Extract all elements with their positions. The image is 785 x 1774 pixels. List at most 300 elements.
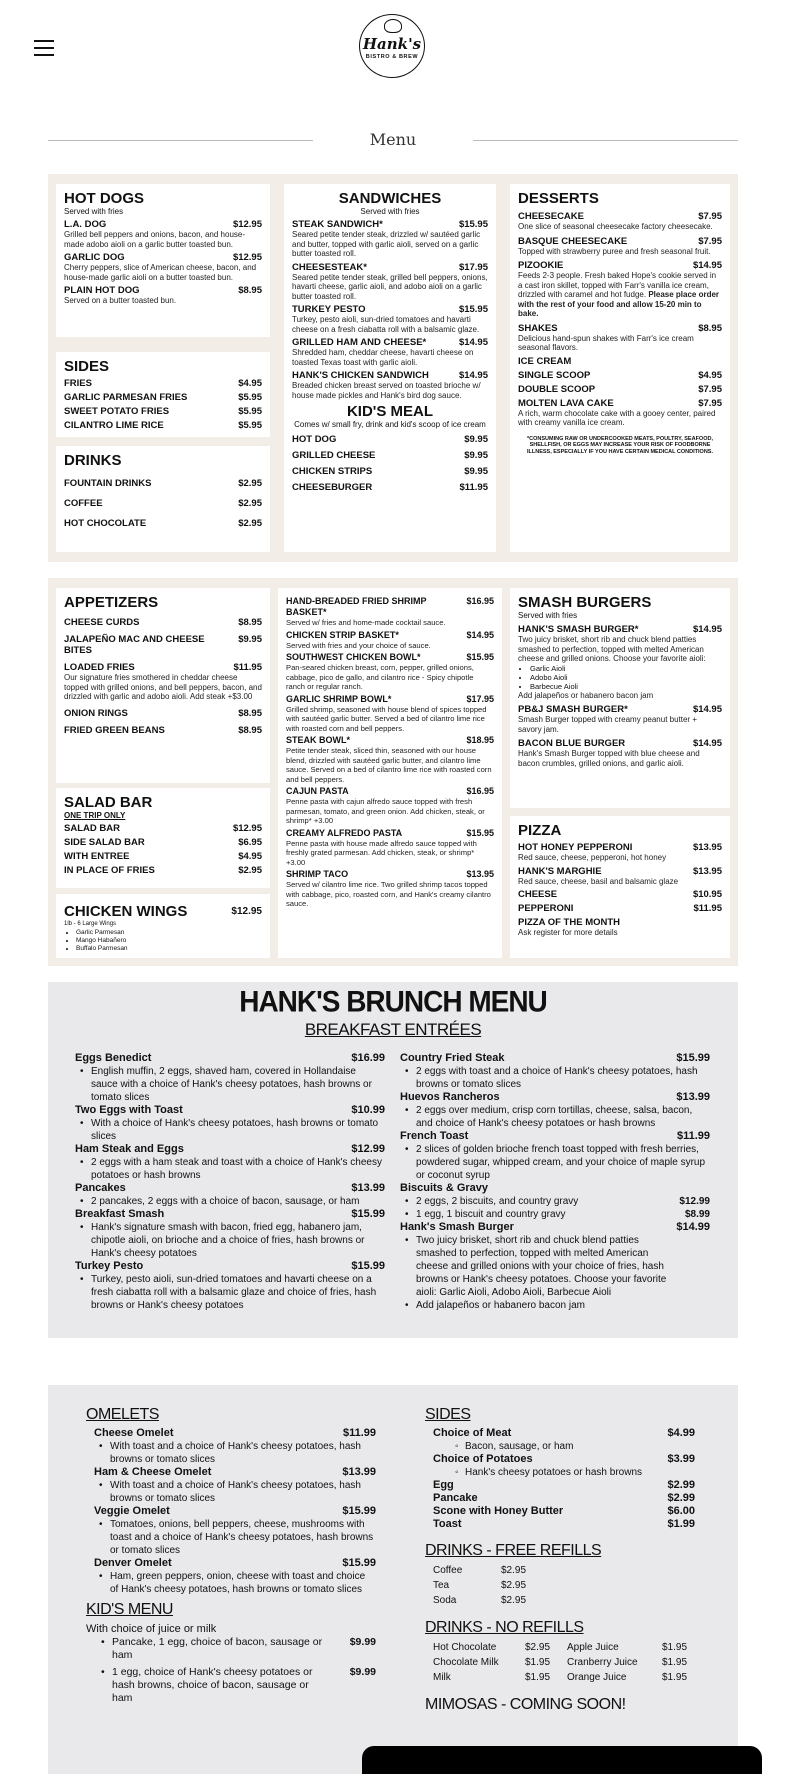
description-text: Feeds 2-3 people. Fresh baked Hope's cookie served in a cast iron skillet, topped with Farr's vanilla ice cream, drizzled with caramel and hot fudge. <box>518 271 717 299</box>
drink-name: Cranberry Juice <box>567 1657 638 1668</box>
item-name: SHRIMP TACO <box>286 869 349 879</box>
item-name: HANK'S CHICKEN SANDWICH <box>292 370 429 381</box>
drink-price: $1.95 <box>525 1657 551 1668</box>
menu-icon[interactable] <box>34 40 54 56</box>
item-name: CREAMY ALFREDO PASTA <box>286 827 403 838</box>
menu-item <box>518 624 722 635</box>
menu-option <box>96 1636 376 1662</box>
item-price: $2.95 <box>238 518 262 529</box>
brunch-title: HANK'S BRUNCH MENU <box>239 985 547 1018</box>
side-item <box>433 1492 695 1505</box>
item-name: GRILLED CHEESE <box>292 450 376 461</box>
pizza-panel <box>510 816 730 958</box>
item-name: GRILLED HAM AND CHEESE* <box>292 337 427 348</box>
omelets-sides-menu <box>48 1385 738 1774</box>
item-description: Breaded chicken breast served on toasted brioche w/ house made pickles and Hank's bird dog sauce. <box>292 381 481 400</box>
item-description: Red sauce, cheese, basil and balsamic glaze <box>518 876 679 886</box>
item-price: $2.95 <box>238 478 262 489</box>
salad-bar-panel <box>56 788 270 888</box>
item-name: ONION RINGS <box>64 707 128 719</box>
item-name: FRIED GREEN BEANS <box>64 724 165 736</box>
menu-item <box>292 466 488 477</box>
menu-item <box>518 260 722 271</box>
item-name: HOT DOG <box>292 434 337 445</box>
drink-name: Soda <box>433 1595 457 1606</box>
side-item <box>433 1518 695 1531</box>
item-description: Seared petite tender steak, drizzled w/ sautéed garlic and butter, topped with garlic aioli, served on a garlic butter toasted roll. <box>292 230 481 258</box>
menu-item <box>400 1052 710 1065</box>
item-price: $12.99 <box>351 1143 385 1155</box>
section-title: PIZZA <box>518 822 562 839</box>
item-price: $4.95 <box>698 369 722 381</box>
logo[interactable] <box>359 14 425 78</box>
item-price: $16.95 <box>466 596 494 606</box>
menu-item <box>64 634 262 656</box>
item-name: CHEESECAKE <box>518 211 584 222</box>
description-note: Please place order with the rest of your food and allow 15-20 min to bake. <box>518 290 720 318</box>
item-price: $16.95 <box>466 786 494 796</box>
section-title: SANDWICHES <box>338 190 442 207</box>
item-description: Served w/ cilantro lime rice. Two grilled shrimp tacos topped with cabbage, pico, roasted corn, and Hank's creamy cilantro sauce. <box>286 880 491 908</box>
item-name: French Toast <box>400 1130 469 1142</box>
item-description: A rich, warm chocolate cake with a gooey center, paired with creamy vanilla ice cream. <box>518 408 716 427</box>
item-name: JALAPEÑO MAC AND CHEESE BITES <box>64 634 205 656</box>
drink-name: Hot Chocolate <box>433 1642 497 1653</box>
item-name: Egg <box>433 1479 454 1491</box>
item-name: Toast <box>433 1518 462 1530</box>
section-subtitle: Served with fries <box>64 207 124 216</box>
food-safety-note: *CONSUMING RAW OR UNDERCOOKED MEATS, POULTRY, SEAFOOD, SHELLFISH, OR EGGS MAY INCREASE YOUR RISK OF FOODBORNE ILLNESS, ESPECIALLY IF YOU HAVE CERTAIN MEDICAL CONDITIONS. <box>526 435 713 455</box>
option-text: 1 egg, 1 biscuit and country gravy <box>416 1209 566 1220</box>
menu-item <box>64 406 262 417</box>
item-description: • Tomatoes, onions, bell peppers, cheese, mushrooms with toast and a choice of Hank's cheesy potatoes, hash browns or tomato slices <box>94 1518 376 1557</box>
item-name: GARLIC SHRIMP BOWL* <box>286 693 392 704</box>
item-description: • Ham, green peppers, onion, cheese with toast and choice of Hank's cheesy potatoes, hash browns or tomato slices <box>94 1570 376 1596</box>
item-name: PIZOOKIE <box>518 260 564 271</box>
item-name: CHEESEBURGER <box>292 482 373 493</box>
item-description: Served with fries and your choice of sauce. <box>286 640 431 650</box>
item-name: Ham & Cheese Omelet <box>94 1466 212 1478</box>
item-name: Two Eggs with Toast <box>75 1104 183 1116</box>
kids-meal-title: KID'S MEAL <box>346 403 434 420</box>
item-price: $17.95 <box>458 261 488 273</box>
sides-panel <box>56 352 270 437</box>
menu-item <box>64 662 262 673</box>
divider <box>473 140 738 141</box>
menu-item <box>286 630 494 641</box>
aioli-option: • Adobo Aioli <box>530 673 722 682</box>
item-name: HANK'S MARGHIE <box>518 865 602 877</box>
wings-panel <box>56 894 270 958</box>
menu-item <box>518 889 722 900</box>
breakfast-entrees-title: BREAKFAST ENTRÉES <box>304 1020 482 1039</box>
menu-item <box>286 596 494 618</box>
menu-item <box>75 1143 385 1156</box>
item-name: CHEESESTEAK* <box>292 261 367 273</box>
menu-item <box>286 652 494 663</box>
option-text: 1 egg, choice of Hank's cheesy potatoes or hash browns, choice of bacon, sausage or ham <box>112 1666 313 1704</box>
option-price: $8.99 <box>684 1209 710 1220</box>
item-name: IN PLACE OF FRIES <box>64 865 155 876</box>
item-price: $3.99 <box>667 1453 695 1465</box>
item-price: $16.99 <box>351 1052 385 1064</box>
menu-heading <box>48 128 738 152</box>
item-name: COFFEE <box>64 498 103 509</box>
menu-item <box>64 823 262 834</box>
item-price: $8.95 <box>238 707 262 719</box>
description-text: Delicious hand-spun shakes with Farr's ice cream seasonal flavors. <box>518 333 694 352</box>
menu-item <box>94 1505 376 1518</box>
drink-price: $2.95 <box>501 1595 527 1606</box>
item-name: Breakfast Smash <box>75 1208 165 1220</box>
drink-price: $1.95 <box>662 1642 688 1653</box>
item-description: ◦ Hank's cheesy potatoes or hash browns <box>433 1466 695 1479</box>
aioli-list <box>518 664 722 691</box>
item-description: • With toast and a choice of Hank's cheesy potatoes, hash browns or tomato slices <box>94 1440 376 1466</box>
menu-item <box>518 704 722 715</box>
item-price: $13.99 <box>351 1182 385 1194</box>
item-name: FRIES <box>64 378 92 389</box>
item-description: • Turkey, pesto aioli, sun-dried tomatoes and havarti cheese on a fresh ciabatta roll with a balsamic glaze and choice of fries, hash browns or Hank's cheesy potatoes <box>75 1273 385 1312</box>
item-price: $12.95 <box>232 823 262 834</box>
item-description: • Add jalapeños or habanero bacon jam <box>400 1299 710 1312</box>
drink-price: $2.95 <box>501 1565 527 1576</box>
item-price: $7.95 <box>698 235 722 247</box>
item-price: $2.99 <box>667 1479 695 1491</box>
drink-name: Orange Juice <box>567 1672 627 1683</box>
item-description: • 2 slices of golden brioche french toast topped with fresh berries, powdered sugar, whipped cream, and your choice of maple syrup or coconut syrup <box>400 1143 710 1182</box>
flavor-option: • Mango Habañero <box>76 937 262 945</box>
divider <box>48 140 313 141</box>
item-price: $15.99 <box>676 1052 710 1064</box>
item-name: Eggs Benedict <box>75 1052 152 1064</box>
menu-item <box>64 285 262 296</box>
menu-item <box>292 304 488 315</box>
item-name: PIZZA OF THE MONTH <box>518 917 621 928</box>
item-description: Shredded ham, cheddar cheese, havarti cheese on toasted Texas toast with garlic aioli. <box>292 348 474 367</box>
menu-item <box>64 478 262 489</box>
item-price: $11.95 <box>233 662 262 673</box>
logo-subtitle: BISTRO & BREW <box>365 54 419 60</box>
item-price: $17.95 <box>466 693 494 704</box>
item-price: $12.95 <box>232 219 262 230</box>
option-price: $12.99 <box>679 1196 710 1207</box>
item-description: Penne pasta with cajun alfredo sauce topped with fresh parmesan, tomato, and green onion. Add chicken, steak, or shrimp* +3.00 <box>286 797 485 825</box>
item-name: TURKEY PESTO <box>292 304 366 315</box>
menu-item: MOLTEN LAVA CAKE $7.95 <box>518 397 722 409</box>
item-name: SWEET POTATO FRIES <box>64 406 170 417</box>
sides-title: SIDES <box>425 1406 471 1423</box>
item-name: STEAK BOWL* <box>286 735 350 745</box>
item-price: $4.95 <box>238 851 262 862</box>
drink-price: $2.95 <box>501 1580 527 1591</box>
item-price: $2.95 <box>238 865 262 876</box>
item-price: $9.95 <box>238 634 262 645</box>
item-description: • Two juicy brisket, short rib and chuck blend patties smashed to perfection, topped with melted American cheese and grilled onions with your choice of fries, hash browns or Hank's cheesy potatoes. Choose your favorite aioli: Garlic Aioli, Adobo Aioli, Barbecue Aioli <box>400 1234 710 1299</box>
item-price: $12.95 <box>232 252 262 263</box>
menu-item <box>286 694 494 705</box>
item-description: Petite tender steak, sliced thin, seasoned with our house blend, drizzled with sautéed garlic butter, and cilantro lime sauce. Served on a bed of cilantro lime rice with roasted corn and bell peppers. <box>286 746 492 784</box>
item-name: CHEESE <box>518 889 558 900</box>
item-description: Turkey, pesto aioli, sun-dried tomatoes and havarti cheese on a fresh ciabatta roll with a balsamic glaze. <box>292 315 480 334</box>
no-refills-title: DRINKS - NO REFILLS <box>425 1619 584 1636</box>
option-price: $9.99 <box>349 1636 376 1648</box>
menu-option <box>400 1208 710 1221</box>
desserts-panel <box>510 184 730 552</box>
drink-name: Milk <box>433 1672 451 1683</box>
item-description: Grilled bell peppers and onions, bacon, and house-made adobo aioli on a garlic butter toasted bun. <box>64 230 246 249</box>
menu-item <box>518 738 722 749</box>
menu-item <box>518 384 722 395</box>
menu-item <box>518 211 722 222</box>
item-price: $14.95 <box>458 337 488 348</box>
item-price: $13.95 <box>692 865 722 877</box>
item-name: SOUTHWEST CHICKEN BOWL* <box>286 652 421 662</box>
item-price: $8.95 <box>698 322 722 334</box>
item-name: HANK'S SMASH BURGER* <box>518 624 639 635</box>
item-name: CHEESE CURDS <box>64 617 140 628</box>
item-price: $14.95 <box>466 629 494 640</box>
item-description: Hank's Smash Burger topped with blue cheese and bacon crumbles, grilled onions, and garlic aioli. <box>518 749 700 768</box>
menu-item <box>64 378 262 389</box>
smash-burgers-panel <box>510 588 730 808</box>
menu-item <box>518 866 722 877</box>
kids-meal-subtitle: Comes w/ small fry, drink and kid's scoop of ice cream <box>294 420 486 429</box>
item-price: $2.95 <box>238 498 262 509</box>
menu-item <box>292 482 488 493</box>
menu-board-1 <box>48 174 738 562</box>
item-name: SALAD BAR <box>64 823 120 834</box>
menu-item <box>518 323 722 334</box>
item-name: L.A. DOG <box>64 219 107 230</box>
item-price: $13.95 <box>466 869 494 879</box>
menu-item <box>75 1182 385 1195</box>
item-price: $5.95 <box>238 392 262 403</box>
kids-menu-subtitle: With choice of juice or milk <box>86 1623 217 1635</box>
menu-item <box>292 262 488 273</box>
side-item <box>433 1427 695 1440</box>
item-name: Ham Steak and Eggs <box>75 1143 184 1155</box>
item-name: STEAK SANDWICH* <box>292 219 383 230</box>
menu-item <box>518 370 722 381</box>
logo-name: Hank's <box>362 35 422 53</box>
item-price: $14.95 <box>692 738 722 749</box>
section-title: DESSERTS <box>518 190 599 207</box>
section-title: APPETIZERS <box>64 594 159 611</box>
item-price: $8.95 <box>238 617 262 628</box>
item-name: CHICKEN STRIPS <box>292 466 373 477</box>
chat-widget-bar[interactable] <box>362 1746 762 1774</box>
item-price: $11.99 <box>342 1427 376 1439</box>
item-price: $8.95 <box>238 724 262 736</box>
item-price: $15.95 <box>466 827 494 838</box>
menu-item <box>64 219 262 230</box>
item-description: Cherry peppers, slice of American cheese, bacon, and house-made garlic aioli on a butter toasted bun. <box>64 263 257 282</box>
omelets-title: OMELETS <box>86 1406 159 1423</box>
menu-option <box>96 1666 376 1705</box>
item-description: • Hank's signature smash with bacon, fried egg, habanero jam, chipotle aioli, on brioche and a choice of fries, hash browns or Hank's cheesy potatoes <box>75 1221 385 1260</box>
drinks-panel <box>56 446 270 552</box>
item-name: Scone with Honey Butter <box>433 1505 564 1517</box>
item-price: $9.95 <box>464 450 488 461</box>
menu-item <box>64 837 262 848</box>
description-text: Topped with strawberry puree and fresh seasonal fruit. <box>518 246 711 256</box>
aioli-option: • Garlic Aioli <box>530 664 722 673</box>
item-name: CAJUN PASTA <box>286 786 349 796</box>
item-description: Smash Burger topped with creamy peanut butter + savory jam. <box>518 715 697 734</box>
item-description: • 2 pancakes, 2 eggs with a choice of bacon, sausage, or ham <box>75 1195 385 1208</box>
item-name: DOUBLE SCOOP <box>518 383 596 395</box>
item-name: HOT HONEY PEPPERONI <box>518 842 633 853</box>
item-description: Seared petite tender steak, grilled bell peppers, onions, havarti cheese, garlic aioli, and adobo aioli on a garlic butter toasted roll. <box>292 272 488 301</box>
site-header <box>0 0 785 100</box>
menu-item <box>64 725 262 736</box>
item-price: $9.95 <box>464 466 488 477</box>
menu-item <box>75 1208 385 1221</box>
option-price: $9.99 <box>349 1666 376 1678</box>
item-description: Grilled shrimp, seasoned with house blend of spices topped with sautéed garlic butter. Served a bed of cilantro lime rice with roasted corn and bell peppers. <box>286 704 487 733</box>
item-description: Pan-seared chicken breast, corn, pepper, grilled onions, cabbage, pico de gallo, and cilantro rice - Spicy chipotle ranch or regular ranch. <box>286 663 474 691</box>
brunch-menu <box>48 982 738 1338</box>
item-name: BACON BLUE BURGER <box>518 738 626 749</box>
item-price: $6.95 <box>238 837 262 848</box>
item-name: SHAKES <box>518 322 558 334</box>
menu-item <box>94 1466 376 1479</box>
item-price: $5.95 <box>238 420 262 431</box>
side-item <box>433 1479 695 1492</box>
menu-option <box>400 1195 710 1208</box>
menu-title: Menu <box>369 130 417 149</box>
aioli-option: • Barbecue Aioli <box>530 682 722 691</box>
item-description: Red sauce, cheese, pepperoni, hot honey <box>518 853 667 862</box>
item-name: PEPPERONI <box>518 903 574 914</box>
menu-item <box>64 708 262 719</box>
section-subtitle: 1lb - 6 Large Wings <box>64 921 117 927</box>
item-description: • With a choice of Hank's cheesy potatoes, hash browns or tomato slices <box>75 1117 385 1143</box>
item-name: PB&J SMASH BURGER* <box>518 704 628 715</box>
item-price: $11.99 <box>676 1130 710 1142</box>
item-price: $15.99 <box>342 1505 376 1517</box>
item-price: $1.99 <box>667 1518 695 1530</box>
drink-price: $1.95 <box>525 1672 551 1683</box>
menu-item <box>518 917 722 928</box>
menu-item <box>64 617 262 628</box>
menu-item <box>75 1052 385 1065</box>
item-price: $9.95 <box>464 434 488 445</box>
item-name: HAND-BREADED FRIED SHRIMP BASKET* <box>286 596 427 617</box>
menu-item <box>518 842 722 853</box>
item-price: $15.95 <box>458 219 488 230</box>
menu-item <box>64 392 262 403</box>
menu-item <box>518 903 722 914</box>
item-name: Choice of Meat <box>433 1427 512 1439</box>
menu-item: Biscuits & Gravy <box>400 1182 489 1194</box>
item-name: CHICKEN STRIP BASKET* <box>286 629 399 640</box>
item-price: $4.95 <box>238 378 262 389</box>
menu-item: CHICKEN WINGS $12.95 <box>64 903 262 920</box>
menu-item <box>64 518 262 529</box>
item-price: $15.99 <box>351 1208 385 1220</box>
item-description: Our signature fries smothered in cheddar cheese topped with grilled onions, and bell peppers, bacon, and drizzled with garlic and adobo aioli. Add steak +$3.00 <box>64 673 262 701</box>
item-name: Pancake <box>433 1492 478 1504</box>
item-description: • With toast and a choice of Hank's cheesy potatoes, hash browns or tomato slices <box>94 1479 376 1505</box>
item-name: Pancakes <box>75 1182 126 1194</box>
item-description <box>518 271 722 319</box>
item-name: FOUNTAIN DRINKS <box>64 478 152 489</box>
item-description: Two juicy brisket, short rib and chuck blend patties smashed to perfection, topped with melted American cheese and grilled onions. Choose your favorite aioli: <box>518 635 706 663</box>
kids-menu-title: KID'S MENU <box>86 1601 173 1618</box>
menu-item <box>75 1260 385 1273</box>
menu-item <box>292 370 488 381</box>
item-name: CILANTRO LIME RICE <box>64 420 164 431</box>
item-price: $15.99 <box>342 1557 376 1569</box>
section-subtitle: Served with fries <box>518 611 578 620</box>
item-name: SIDE SALAD BAR <box>64 837 145 848</box>
menu-item <box>286 828 494 839</box>
drink-name: Apple Juice <box>567 1642 619 1653</box>
menu-item <box>64 865 262 876</box>
drink-name: Tea <box>433 1580 450 1591</box>
item-price: $14.95 <box>692 704 722 715</box>
item-name: PLAIN HOT DOG <box>64 285 140 296</box>
item-addon: Add jalapeños or habanero bacon jam <box>518 690 654 700</box>
section-title: SMASH BURGERS <box>518 594 652 611</box>
item-price: $4.99 <box>667 1427 695 1439</box>
item-description: • English muffin, 2 eggs, shaved ham, covered in Hollandaise sauce with a choice of Hank's cheesy potatoes, hash browns or tomato slices <box>75 1065 385 1104</box>
item-description: • 2 eggs over medium, crisp corn tortillas, cheese, salsa, bacon, and choice of Hank's cheesy potatoes or hash browns <box>400 1104 710 1130</box>
menu-item <box>75 1104 385 1117</box>
item-name: Choice of Potatoes <box>433 1453 533 1465</box>
description-text: One slice of seasonal cheesecake factory cheesecake. <box>518 222 713 231</box>
mimosas-note: MIMOSAS - COMING SOON! <box>425 1696 626 1713</box>
item-description: Served w/ fries and home-made cocktail sauce. <box>286 618 446 627</box>
menu-item <box>94 1557 376 1570</box>
item-price: $13.99 <box>676 1091 710 1103</box>
sandwiches-panel <box>284 184 496 552</box>
item-description: ◦ Bacon, sausage, or ham <box>433 1440 695 1453</box>
item-price: $8.95 <box>238 285 262 296</box>
drink-price: $2.95 <box>525 1642 551 1653</box>
menu-item <box>286 869 494 880</box>
item-price: $7.95 <box>698 383 722 395</box>
item-price: $18.95 <box>466 735 494 745</box>
option-text: 2 eggs, 2 biscuits, and country gravy <box>416 1196 579 1207</box>
section-title: SIDES <box>64 358 110 375</box>
item-name: GARLIC DOG <box>64 252 125 263</box>
side-item <box>433 1453 695 1466</box>
flavor-option: • Buffalo Parmesan <box>76 945 262 953</box>
menu-item <box>292 337 488 348</box>
menu-item <box>64 851 262 862</box>
menu-item <box>292 434 488 445</box>
item-price: $10.95 <box>692 889 722 900</box>
item-description: Ask register for more details <box>518 928 618 937</box>
item-price: $10.99 <box>351 1104 385 1116</box>
section-subtitle: Served with fries <box>360 207 420 216</box>
item-price: $6.00 <box>667 1505 695 1517</box>
menu-item <box>292 450 488 461</box>
item-name: SINGLE SCOOP <box>518 369 591 381</box>
item-price: $15.95 <box>466 652 494 662</box>
item-price: $11.95 <box>693 903 722 914</box>
drink-price: $1.95 <box>662 1672 688 1683</box>
menu-item <box>286 735 494 746</box>
section-title: SALAD BAR <box>64 794 153 811</box>
section-subtitle: ONE TRIP ONLY <box>64 811 126 820</box>
item-name: Huevos Rancheros <box>400 1091 500 1103</box>
menu-item <box>64 252 262 263</box>
item-price: $7.95 <box>698 211 722 222</box>
